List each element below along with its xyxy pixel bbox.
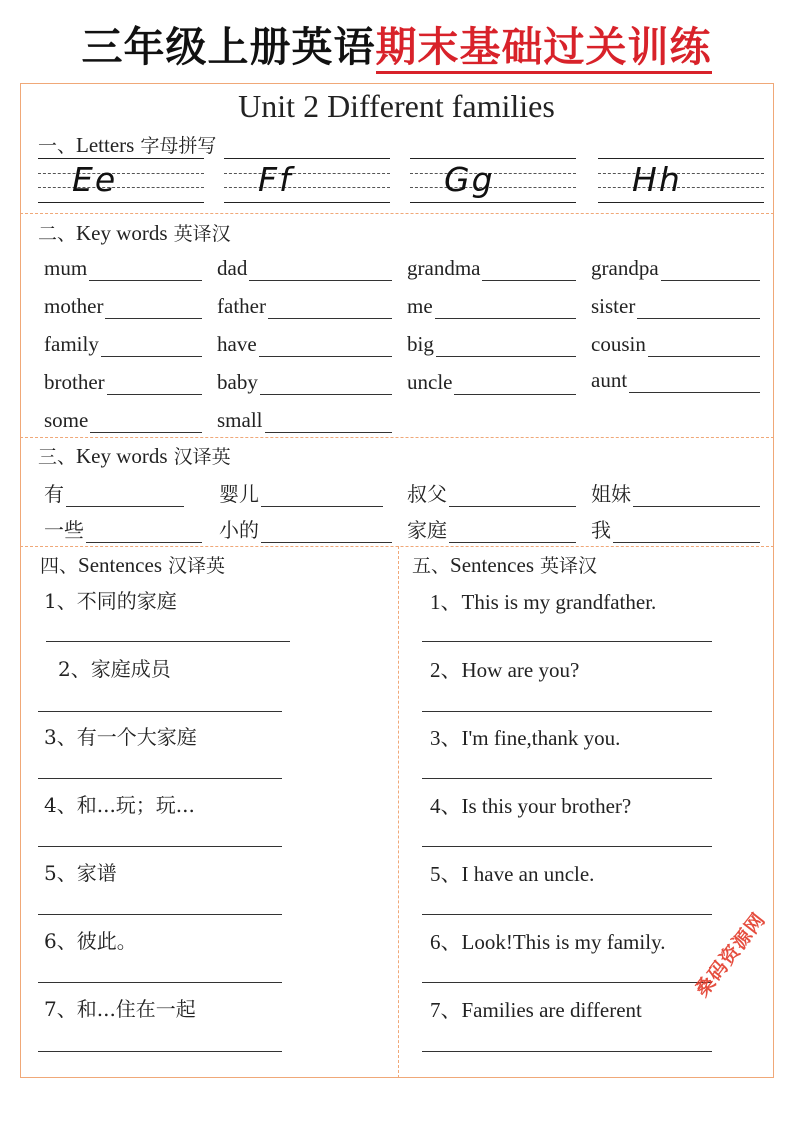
word-item: some [44, 408, 202, 433]
section3-heading: 三、Key words 汉译英 [38, 444, 231, 468]
answer-blank[interactable] [268, 298, 392, 319]
answer-blank[interactable] [90, 412, 202, 433]
answer-blank[interactable] [86, 522, 202, 543]
answer-blank[interactable] [259, 336, 392, 357]
answer-blank[interactable] [633, 486, 760, 507]
sentence-item: 3、I'm fine,thank you. [430, 726, 621, 750]
sentence-item: 1、This is my grandfather. [430, 590, 657, 614]
sentence-item: 4、Is this your brother? [430, 794, 632, 818]
word-item: 姐妹 [591, 478, 760, 507]
answer-line[interactable] [422, 982, 712, 983]
word-item: have [217, 332, 392, 357]
answer-line[interactable] [38, 914, 282, 915]
word-item: grandpa [591, 256, 760, 281]
letter-box-2[interactable] [224, 156, 390, 204]
sentence-item: 3、有一个大家庭 [44, 725, 197, 749]
answer-line[interactable] [46, 641, 290, 642]
letter-ff: Ff [258, 160, 293, 199]
section2-heading: 二、Key words 英译汉 [38, 221, 231, 245]
answer-blank[interactable] [435, 298, 576, 319]
divider-3 [20, 546, 774, 547]
answer-blank[interactable] [436, 336, 576, 357]
sentence-item: 6、Look!This is my family. [430, 930, 666, 954]
answer-blank[interactable] [613, 522, 760, 543]
answer-blank[interactable] [449, 486, 576, 507]
word-item: dad [217, 256, 392, 281]
answer-blank[interactable] [249, 260, 392, 281]
answer-line[interactable] [422, 1051, 712, 1052]
answer-blank[interactable] [101, 336, 202, 357]
word-item: uncle [407, 370, 576, 395]
word-item: cousin [591, 332, 760, 357]
answer-line[interactable] [422, 778, 712, 779]
word-item: sister [591, 294, 760, 319]
unit-title: Unit 2 Different families [238, 88, 555, 124]
answer-line[interactable] [38, 1051, 282, 1052]
answer-line[interactable] [38, 982, 282, 983]
word-item: small [217, 408, 392, 433]
sentence-item: 7、Families are different [430, 998, 642, 1022]
letter-hh: Hh [632, 160, 682, 199]
letter-box-3[interactable] [410, 156, 576, 204]
sentence-item: 2、家庭成员 [58, 657, 171, 681]
sentence-item: 1、不同的家庭 [44, 589, 177, 613]
answer-line[interactable] [422, 914, 712, 915]
word-item: 有 [44, 478, 184, 507]
divider-1 [20, 213, 774, 214]
answer-blank[interactable] [261, 522, 392, 543]
answer-blank[interactable] [482, 260, 576, 281]
word-item: baby [217, 370, 392, 395]
column-divider [398, 546, 399, 1078]
word-item: aunt [591, 368, 760, 393]
word-item: big [407, 332, 576, 357]
letter-gg: Gg [444, 160, 495, 199]
word-item: grandma [407, 256, 576, 281]
sentence-item: 5、I have an uncle. [430, 862, 595, 886]
answer-blank[interactable] [648, 336, 760, 357]
title-grade: 三年级上册英语 [81, 23, 376, 71]
word-item: mum [44, 256, 202, 281]
section1-heading: 一、Letters 字母拼写 [38, 133, 217, 157]
answer-blank[interactable] [105, 298, 202, 319]
answer-blank[interactable] [66, 486, 184, 507]
word-item: mother [44, 294, 202, 319]
answer-line[interactable] [422, 641, 712, 642]
answer-line[interactable] [38, 778, 282, 779]
word-item: 家庭 [407, 514, 576, 543]
word-item: family [44, 332, 202, 357]
sentence-item: 4、和...玩；玩... [44, 793, 195, 817]
answer-line[interactable] [422, 711, 712, 712]
word-item: 小的 [219, 514, 392, 543]
word-item: 婴儿 [219, 478, 383, 507]
answer-blank[interactable] [261, 486, 383, 507]
section5-heading: 五、Sentences 英译汉 [412, 553, 598, 577]
answer-blank[interactable] [107, 374, 202, 395]
word-item: me [407, 294, 576, 319]
answer-line[interactable] [38, 846, 282, 847]
letter-writing-area [38, 156, 768, 204]
answer-blank[interactable] [637, 298, 760, 319]
letter-ee: Ee [72, 160, 118, 199]
letter-box-1[interactable] [38, 156, 204, 204]
word-item: 叔父 [407, 478, 576, 507]
answer-blank[interactable] [260, 374, 392, 395]
answer-blank[interactable] [449, 522, 576, 543]
letter-box-4[interactable] [598, 156, 764, 204]
answer-blank[interactable] [265, 412, 393, 433]
answer-blank[interactable] [629, 372, 760, 393]
word-item: 我 [591, 514, 760, 543]
title-topic: 期末基础过关训练 [376, 23, 712, 74]
answer-blank[interactable] [89, 260, 202, 281]
word-item: 一些 [44, 514, 202, 543]
sentence-item: 5、家谱 [44, 861, 117, 885]
sentence-item: 6、彼此。 [44, 929, 137, 953]
word-item: father [217, 294, 392, 319]
sentence-item: 7、和...住在一起 [44, 997, 196, 1021]
worksheet-title [0, 14, 793, 73]
answer-blank[interactable] [454, 374, 576, 395]
answer-line[interactable] [422, 846, 712, 847]
answer-line[interactable] [38, 711, 282, 712]
section4-heading: 四、Sentences 汉译英 [40, 553, 226, 577]
watermark-stamp: 桑码资源网 [691, 908, 771, 1002]
word-item: brother [44, 370, 202, 395]
answer-blank[interactable] [661, 260, 760, 281]
sentence-item: 2、How are you? [430, 658, 580, 682]
divider-2 [20, 437, 774, 438]
